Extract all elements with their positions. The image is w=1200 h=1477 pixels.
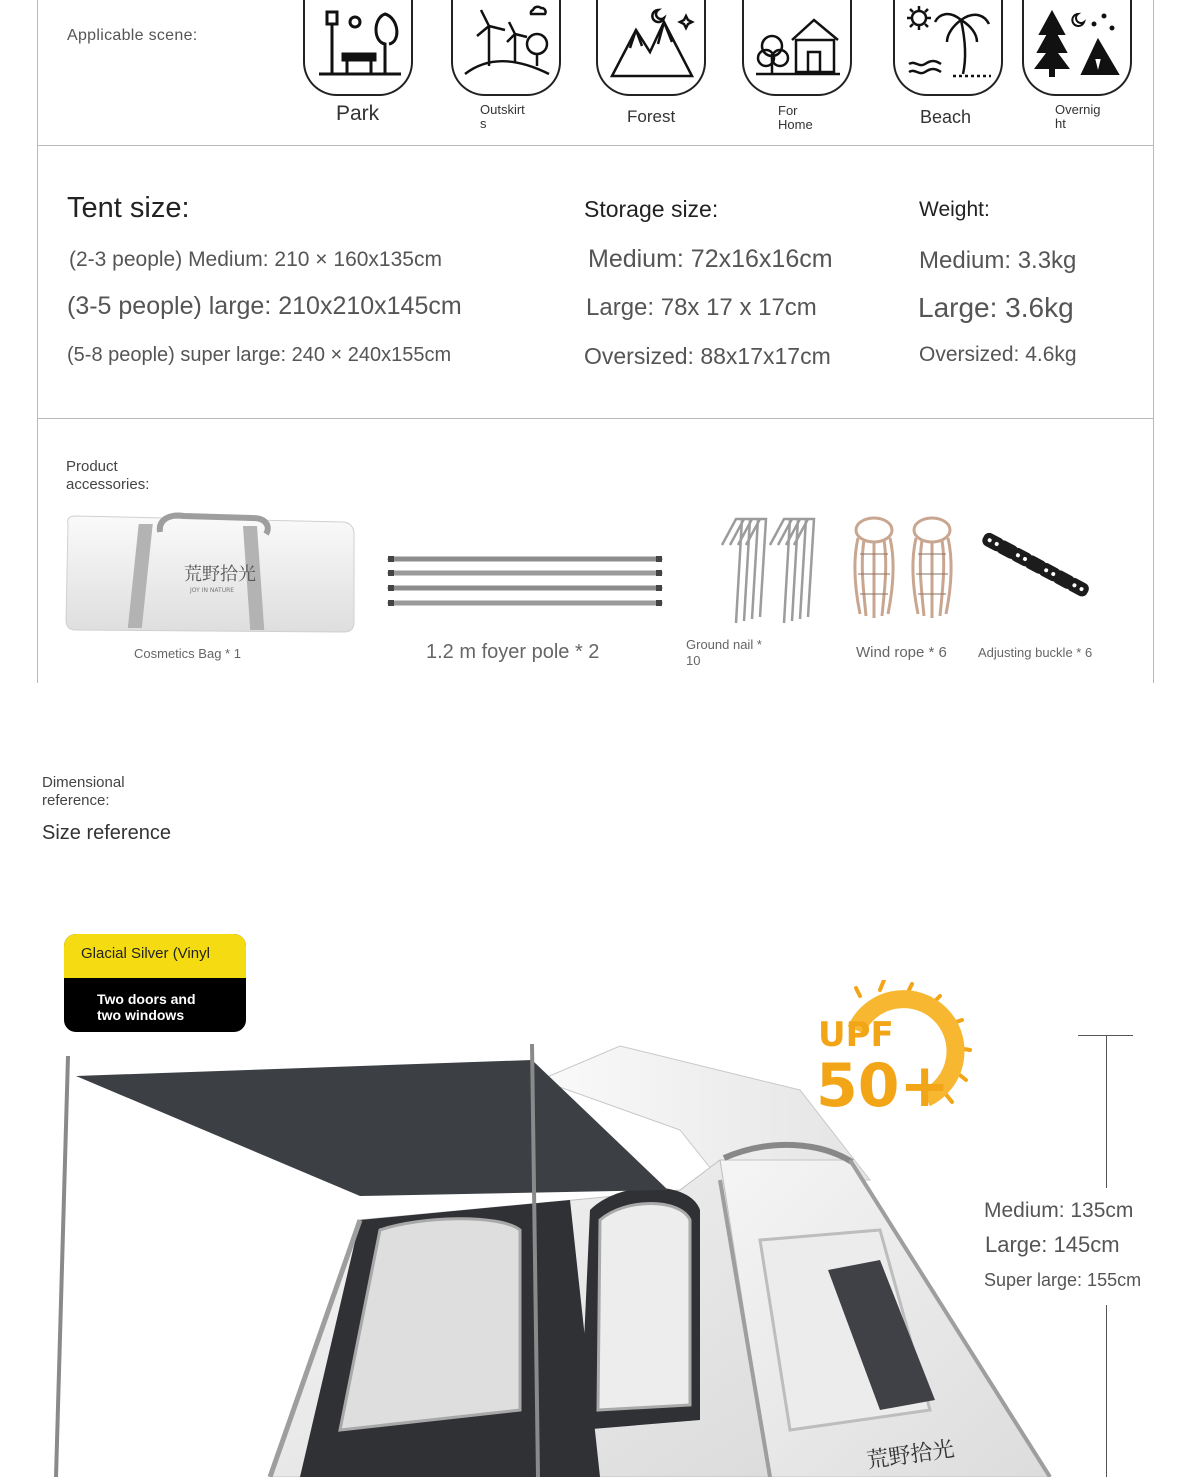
tent-size-large: (3-5 people) large: 210x210x145cm bbox=[67, 292, 462, 320]
scene-name-line: Home bbox=[778, 117, 813, 132]
upf-line2: 50+ bbox=[816, 1051, 950, 1115]
scene-name-outskirts bbox=[480, 103, 525, 131]
accessory-caption-line: Ground nail * bbox=[686, 637, 762, 652]
storage-size-oversized: Oversized: 88x17x17cm bbox=[584, 343, 831, 369]
tent-brand-text: 荒野拾光 bbox=[865, 1436, 956, 1474]
scene-name-for-home bbox=[778, 104, 813, 132]
dimensional-label bbox=[42, 774, 172, 810]
adjusting-buckle-image bbox=[968, 530, 1102, 610]
storage-size-header: Storage size: bbox=[584, 196, 719, 222]
storage-bag-image bbox=[62, 512, 358, 636]
mountain-icon bbox=[596, 0, 706, 96]
ground-nail-image bbox=[712, 515, 822, 627]
scene-name-park: Park bbox=[336, 102, 380, 125]
accessory-caption-rope: Wind rope * 6 bbox=[856, 644, 947, 661]
bag-subbrand-text: JOY IN NATURE bbox=[190, 587, 235, 594]
height-super-large: Super large: 155cm bbox=[984, 1270, 1142, 1290]
accessories-label bbox=[66, 458, 176, 494]
scene-name-line: Overnig bbox=[1055, 102, 1101, 117]
upf-sun-icon bbox=[816, 980, 976, 1115]
divider bbox=[37, 145, 1154, 146]
height-marker-line bbox=[1106, 1035, 1107, 1188]
color-badge bbox=[64, 934, 246, 1032]
scene-name-forest: Forest bbox=[627, 107, 676, 126]
feature-label-line: Two doors and bbox=[97, 991, 196, 1007]
accessory-caption-nail bbox=[686, 637, 762, 669]
scene-label: Applicable scene: bbox=[67, 27, 198, 44]
accessory-caption-buckle: Adjusting buckle * 6 bbox=[978, 645, 1093, 660]
frame-left-border bbox=[37, 0, 38, 683]
foyer-pole-image bbox=[386, 555, 668, 607]
accessory-caption-pole: 1.2 m foyer pole * 2 bbox=[426, 641, 600, 663]
storage-size-large: Large: 78x 17 x 17cm bbox=[586, 294, 817, 321]
weight-oversized: Oversized: 4.6kg bbox=[919, 343, 1077, 366]
dimensional-label-line: reference: bbox=[42, 792, 110, 809]
house-icon bbox=[742, 0, 852, 96]
tent-size-super-large: (5-8 people) super large: 240 × 240x155cm bbox=[67, 344, 452, 366]
size-reference-title: Size reference bbox=[42, 822, 171, 844]
park-icon bbox=[303, 0, 413, 96]
upf-line1: UPF bbox=[818, 1015, 894, 1055]
tent-night-icon bbox=[1022, 0, 1132, 96]
weight-header: Weight: bbox=[919, 198, 990, 221]
accessory-caption-line: 10 bbox=[686, 653, 701, 668]
accessories-label-line: accessories: bbox=[66, 476, 150, 493]
scene-name-line: Outskirt bbox=[480, 102, 525, 117]
palm-tree-icon bbox=[893, 0, 1003, 96]
scene-name-line: For bbox=[778, 103, 798, 118]
tent-size-header: Tent size: bbox=[67, 192, 190, 224]
height-large: Large: 145cm bbox=[985, 1232, 1120, 1257]
storage-size-medium: Medium: 72x16x16cm bbox=[588, 245, 833, 273]
weight-medium: Medium: 3.3kg bbox=[919, 247, 1077, 274]
scene-name-beach: Beach bbox=[920, 107, 972, 127]
feature-label-line: two windows bbox=[97, 1007, 185, 1023]
windmill-icon bbox=[451, 0, 561, 96]
tent-size-medium: (2-3 people) Medium: 210 × 160x135cm bbox=[69, 248, 442, 271]
bag-brand-text: 荒野拾光 bbox=[184, 564, 256, 585]
frame-right-border bbox=[1153, 0, 1154, 683]
accessories-label-line: Product bbox=[66, 458, 118, 475]
scene-name-line: ht bbox=[1055, 116, 1066, 131]
wind-rope-image bbox=[846, 514, 964, 622]
accessory-caption-bag: Cosmetics Bag * 1 bbox=[134, 646, 241, 661]
weight-large: Large: 3.6kg bbox=[918, 292, 1074, 323]
scene-name-line: s bbox=[480, 116, 487, 131]
divider bbox=[37, 418, 1154, 419]
color-name-label: Glacial Silver (Vinyl bbox=[64, 934, 246, 978]
feature-label bbox=[97, 991, 237, 1023]
scene-name-overnight bbox=[1055, 103, 1101, 131]
height-marker-line bbox=[1106, 1305, 1107, 1477]
height-medium: Medium: 135cm bbox=[984, 1199, 1134, 1222]
dimensional-label-line: Dimensional bbox=[42, 774, 125, 791]
